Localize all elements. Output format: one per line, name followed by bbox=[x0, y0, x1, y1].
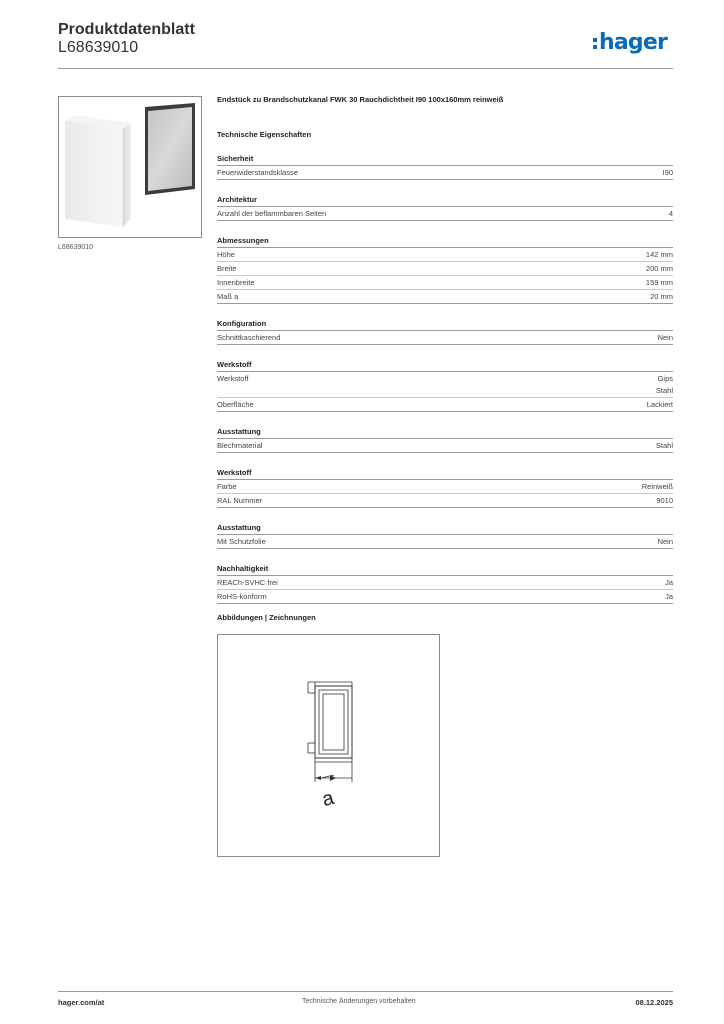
spec-group bbox=[217, 152, 673, 180]
spec-label: Oberfläche bbox=[217, 400, 254, 409]
spec-group bbox=[217, 317, 673, 345]
dimension-label-a: a bbox=[319, 786, 337, 812]
spec-row bbox=[217, 262, 673, 276]
spec-label: Feuerwiderstandsklasse bbox=[217, 168, 298, 177]
spec-value-line: Stahl bbox=[655, 386, 673, 395]
spec-value bbox=[658, 536, 673, 548]
spec-value bbox=[646, 263, 673, 275]
spec-value-line: Stahl bbox=[655, 441, 673, 450]
spec-group bbox=[217, 234, 673, 304]
spec-row bbox=[217, 480, 673, 494]
spec-value bbox=[656, 373, 673, 397]
footer-date: 08.12.2025 bbox=[635, 998, 673, 1007]
spec-groups bbox=[217, 152, 673, 604]
drawings-heading: Abbildungen | Zeichnungen bbox=[217, 613, 316, 622]
spec-group-title: Ausstattung bbox=[217, 425, 673, 439]
spec-value bbox=[656, 495, 673, 507]
spec-row bbox=[217, 331, 673, 345]
spec-value-line: 4 bbox=[668, 209, 673, 218]
spec-value-line: I90 bbox=[662, 168, 673, 177]
spec-label: REACh-SVHC frei bbox=[217, 578, 278, 587]
logo-dots-icon bbox=[593, 38, 597, 49]
spec-value-line: Ja bbox=[665, 592, 673, 601]
spec-row bbox=[217, 166, 673, 180]
header-divider bbox=[58, 68, 673, 69]
spec-value-line: 200 mm bbox=[645, 264, 673, 273]
spec-value bbox=[646, 249, 673, 261]
hager-logo bbox=[593, 28, 667, 56]
spec-row bbox=[217, 535, 673, 549]
spec-label: RoHS-konform bbox=[217, 592, 267, 601]
spec-label: Höhe bbox=[217, 250, 235, 259]
spec-label: RAL Nummer bbox=[217, 496, 263, 505]
footer-website: hager.com/at bbox=[58, 998, 105, 1007]
spec-value bbox=[658, 332, 673, 344]
product-image bbox=[58, 96, 202, 238]
spec-row bbox=[217, 398, 673, 412]
spec-label: Mit Schutzfolie bbox=[217, 537, 266, 546]
spec-group bbox=[217, 425, 673, 453]
spec-row bbox=[217, 276, 673, 290]
product-photo-illustration bbox=[59, 97, 201, 237]
spec-value-line: Lackiert bbox=[646, 400, 673, 409]
main-content bbox=[217, 94, 673, 617]
spec-value-line: Reinweiß bbox=[641, 482, 673, 491]
spec-value-line: 9010 bbox=[656, 496, 673, 505]
spec-group-title: Nachhaltigkeit bbox=[217, 562, 673, 576]
spec-group bbox=[217, 193, 673, 221]
spec-row bbox=[217, 590, 673, 604]
spec-row bbox=[217, 439, 673, 453]
spec-label: Breite bbox=[217, 264, 237, 273]
dimension-drawing bbox=[218, 635, 439, 856]
spec-value bbox=[665, 577, 673, 589]
technical-drawing bbox=[217, 634, 440, 857]
spec-value bbox=[647, 399, 673, 411]
spec-group-title: Architektur bbox=[217, 193, 673, 207]
spec-group bbox=[217, 466, 673, 508]
spec-value bbox=[669, 208, 673, 220]
logo-text: hager bbox=[599, 29, 668, 55]
spec-group-title: Ausstattung bbox=[217, 521, 673, 535]
spec-label: Farbe bbox=[217, 482, 237, 491]
spec-label: Schnittkaschierend bbox=[217, 333, 281, 342]
spec-value-line: Ja bbox=[665, 578, 673, 587]
spec-value-line: Gips bbox=[657, 374, 673, 383]
spec-group-title: Werkstoff bbox=[217, 466, 673, 480]
product-description: Endstück zu Brandschutzkanal FWK 30 Rauchdichtheit I90 100x160mm reinweiß bbox=[217, 95, 504, 104]
spec-row bbox=[217, 494, 673, 508]
product-image-caption: L68639010 bbox=[58, 244, 94, 251]
spec-group bbox=[217, 521, 673, 549]
spec-value bbox=[650, 291, 673, 303]
spec-value-line: Nein bbox=[657, 537, 673, 546]
spec-value-line: 142 mm bbox=[645, 250, 673, 259]
spec-row bbox=[217, 576, 673, 590]
footer-notice: Technische Änderungen vorbehalten bbox=[302, 998, 416, 1005]
spec-value bbox=[656, 440, 673, 452]
spec-value-line: 20 mm bbox=[650, 292, 673, 301]
spec-value bbox=[663, 167, 673, 179]
technical-properties-heading: Technische Eigenschaften bbox=[217, 130, 312, 139]
spec-value bbox=[665, 591, 673, 603]
spec-group-title: Konfiguration bbox=[217, 317, 673, 331]
spec-label: Anzahl der beflammbaren Seiten bbox=[217, 209, 327, 218]
footer-divider bbox=[58, 991, 673, 992]
spec-label: Innenbreite bbox=[217, 278, 255, 287]
spec-value bbox=[646, 277, 673, 289]
spec-value-line: Nein bbox=[657, 333, 673, 342]
spec-label: Blechmaterial bbox=[217, 441, 263, 450]
spec-group-title: Sicherheit bbox=[217, 152, 673, 166]
spec-label: Maß a bbox=[217, 292, 239, 301]
spec-group-title: Abmessungen bbox=[217, 234, 673, 248]
spec-row bbox=[217, 207, 673, 221]
spec-row bbox=[217, 248, 673, 262]
spec-group-title: Werkstoff bbox=[217, 358, 673, 372]
spec-value-line: 159 mm bbox=[645, 278, 673, 287]
spec-group bbox=[217, 358, 673, 412]
spec-label: Werkstoff bbox=[217, 374, 249, 383]
product-number: L68639010 bbox=[58, 39, 139, 56]
spec-group bbox=[217, 562, 673, 604]
document-title: Produktdatenblatt bbox=[58, 21, 195, 38]
spec-row bbox=[217, 372, 673, 398]
spec-value bbox=[642, 481, 673, 493]
spec-row bbox=[217, 290, 673, 304]
